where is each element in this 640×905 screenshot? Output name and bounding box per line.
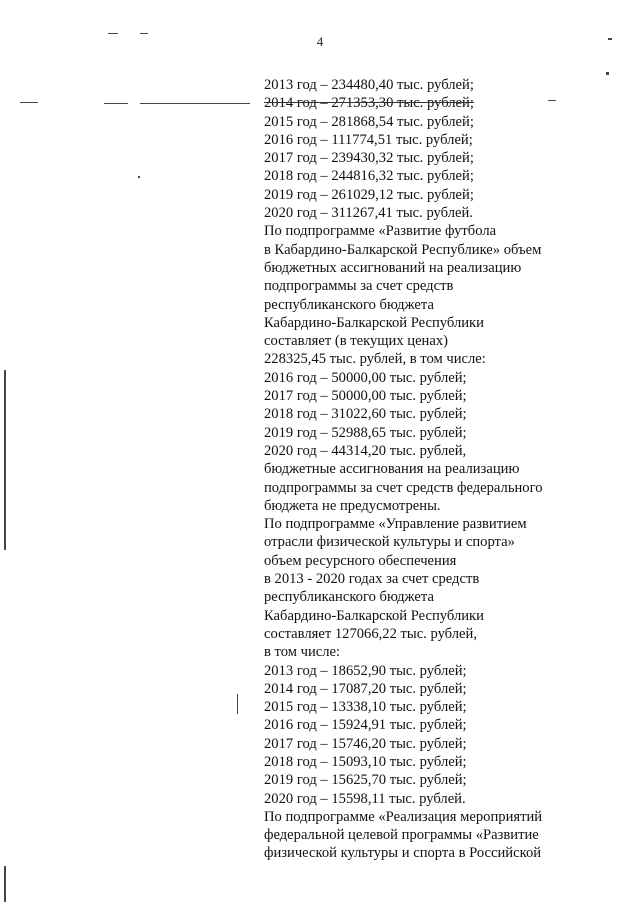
text-line: По подпрограмме «Управление развитием — [264, 516, 527, 533]
text-line: объем ресурсного обеспечения — [264, 552, 457, 569]
text-line: 2019 год – 52988,65 тыс. рублей; — [264, 424, 467, 441]
text-line: 2016 год – 15924,91 тыс. рублей; — [264, 717, 467, 734]
budget-text-body — [264, 76, 594, 863]
text-line: бюджета не предусмотрены. — [264, 497, 441, 514]
text-line: 2016 год – 111774,51 тыс. рублей; — [264, 131, 473, 148]
text-line-struck: 2014 год – 271353,30 тыс. рублей; — [264, 95, 474, 112]
text-line: 228325,45 тыс. рублей, в том числе: — [264, 351, 486, 368]
text-line: По подпрограмме «Реализация мероприятий — [264, 808, 543, 825]
text-line: 2017 год – 50000,00 тыс. рублей; — [264, 388, 467, 405]
text-line: составляет (в текущих ценах) — [264, 333, 449, 350]
text-line: республиканского бюджета — [264, 296, 434, 313]
text-line: 2017 год – 239430,32 тыс. рублей; — [264, 150, 474, 167]
text-line: 2017 год – 15746,20 тыс. рублей; — [264, 735, 467, 752]
text-line: 2015 год – 281868,54 тыс. рублей; — [264, 113, 474, 130]
text-line: 2018 год – 15093,10 тыс. рублей; — [264, 753, 467, 770]
text-line: 2014 год – 17087,20 тыс. рублей; — [264, 680, 467, 697]
text-line: 2015 год – 13338,10 тыс. рублей; — [264, 699, 467, 716]
text-line: бюджетные ассигнования на реализацию — [264, 461, 520, 478]
text-line: подпрограммы за счет средств федерального — [264, 479, 543, 496]
text-line: 2013 год – 234480,40 тыс. рублей; — [264, 77, 474, 93]
text-line: 2018 год – 244816,32 тыс. рублей; — [264, 168, 474, 185]
text-line: 2020 год – 311267,41 тыс. рублей. — [264, 205, 473, 222]
text-line: 2020 год – 15598,11 тыс. рублей. — [264, 790, 466, 807]
text-line: Кабардино-Балкарской Республики — [264, 314, 484, 331]
text-line: бюджетных ассигнований на реализацию — [264, 259, 522, 276]
text-line: 2019 год – 15625,70 тыс. рублей; — [264, 772, 467, 789]
text-line: в Кабардино-Балкарской Республике» объем — [264, 241, 542, 258]
text-line: физической культуры и спорта в Российской — [264, 845, 542, 862]
text-line: в том числе: — [264, 644, 341, 661]
page-number: 4 — [316, 34, 324, 49]
text-line: 2013 год – 18652,90 тыс. рублей; — [264, 662, 467, 679]
text-line: По подпрограмме «Развитие футбола — [264, 223, 497, 240]
text-line: подпрограммы за счет средств — [264, 278, 454, 295]
text-line: 2018 год – 31022,60 тыс. рублей; — [264, 406, 467, 423]
scan-mark — [138, 176, 140, 178]
text-line: 2016 год – 50000,00 тыс. рублей; — [264, 369, 467, 386]
text-line: отрасли физической культуры и спорта» — [264, 534, 515, 551]
scan-mark — [104, 103, 128, 104]
text-line: составляет 127066,22 тыс. рублей, — [264, 625, 477, 642]
text-line: республиканского бюджета — [264, 589, 434, 606]
scan-mark — [606, 72, 609, 75]
scan-mark — [237, 694, 238, 714]
text-line: Кабардино-Балкарской Республики — [264, 607, 484, 624]
text-line: 2020 год – 44314,20 тыс. рублей, — [264, 442, 467, 459]
scan-mark — [20, 102, 38, 103]
text-line: в 2013 - 2020 годах за счет средств — [264, 571, 480, 588]
scan-mark — [140, 103, 250, 104]
scan-mark — [608, 38, 612, 40]
text-line: федеральной целевой программы «Развитие — [264, 827, 539, 844]
scan-mark — [4, 866, 6, 902]
scan-mark — [140, 33, 148, 34]
scan-mark — [4, 370, 6, 550]
text-line: 2019 год – 261029,12 тыс. рублей; — [264, 186, 474, 203]
scan-mark — [108, 33, 118, 34]
